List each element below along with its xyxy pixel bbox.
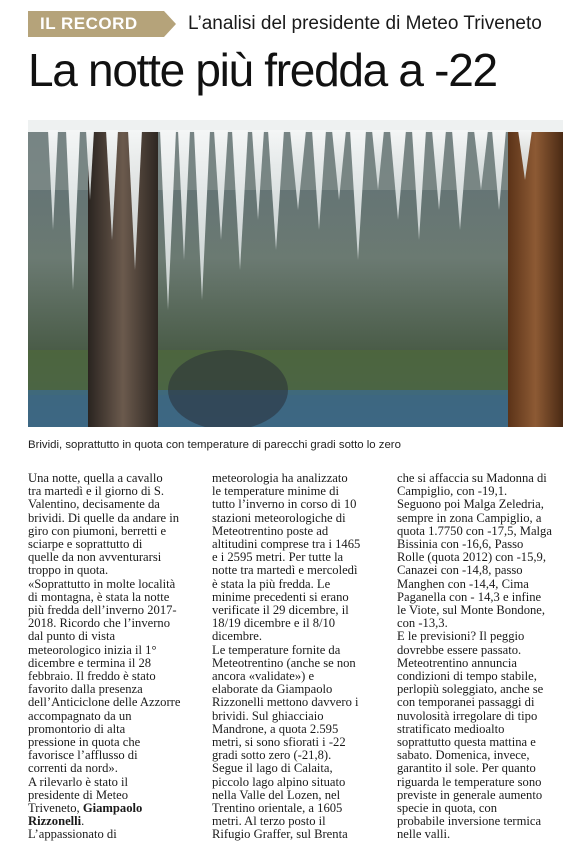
article-column-1: Una notte, quella a cavallo tra martedì e il giorno di S. Valentino, decisamente da brividi. Di quelle da andare in giro con piumoni, berretti e sciarpe e soprattutto di quelle da non avventurarsi troppo in quota. «Soprattutto in molte località di montagna, è stata la notte più fredda dell’inverno 2017- 2018. Ricordo che l’inverno dal punto di vista meteorologico inizia il 1° dicembre e termina il 28 febbraio. Il freddo è stato favorito dalla presenza dell’Anticiclone delle Azzorre accompagnato da un promontorio di alta pressione in quota che favorisce l’afflusso di correnti da nord». A rilevarlo è stato il presidente di Meteo Triveneto, Giampaolo Rizzonelli. L’appassionato di — [28, 471, 181, 842]
kicker: L’analisi del presidente di Meteo Triveneto — [188, 13, 542, 34]
column-2-text: meteorologia ha analizzato le temperature minime di tutto l’inverno in corso di 10 stazioni meteorologiche di Meteotrentino poste ad altitudini comprese tra i 1465 e i 2595 metri. Per tutte la notte tra martedì e mercoledì è stata la più fredda. Le minime precedenti si erano verificate il 29 dicembre, il 18/19 dicembre e il 8/10 dicembre. Le temperature fornite da Meteotrentino (anche se non ancora «validate») e elaborate da Giampaolo Rizzonelli mettono davvero i brividi. Sul ghiacciaio Mandrone, a quota 2.595 metri, si sono sfiorati i -22 gradi sotto zero (-21,8). Segue il lago di Calaita, piccolo lago alpino situato nella Valle del Lozen, nel Trentino orientale, a 1605 metri. Al terzo posto il Rifugio Graffer, sul Brenta — [212, 471, 361, 842]
photo-caption: Brividi, soprattutto in quota con temperature di parecchi gradi sotto lo zero — [28, 439, 401, 451]
section-tag: IL RECORD — [28, 11, 164, 37]
author-last-name: Rizzonelli — [28, 814, 82, 829]
article-photo — [28, 120, 563, 427]
article-column-3 — [397, 472, 567, 842]
column-1-text-end: L’appassionato di — [28, 827, 117, 842]
article-column-2 — [212, 472, 387, 842]
article-header — [28, 8, 568, 36]
icicles-photo-illustration — [28, 120, 563, 427]
author-first-name: Giampaolo — [82, 801, 143, 816]
column-1-text: Una notte, quella a cavallo tra martedì e il giorno di S. Valentino, decisamente da brividi. Di quelle da andare in giro con piumoni, berretti e sciarpe e soprattutto di quelle da non avventurarsi troppo in quota. «Soprattutto in molte località di montagna, è stata la notte più fredda dell’inverno 2017- 2018. Ricordo che l’inverno dal punto di vista meteorologico inizia il 1° dicembre e termina il 28 febbraio. Il freddo è stato favorito dalla presenza dell’Anticiclone delle Azzorre accompagnato da un promontorio di alta pressione in quota che favorisce l’afflusso di correnti da nord». A rilevarlo è stato il presidente di Meteo Triveneto, — [28, 471, 181, 816]
column-3-text: che si affaccia su Madonna di Campiglio, con -19,1. Seguono poi Malga Zeledria, sempre in zona Campiglio, a quota 1.7750 con -17,5, Malga Bissinia con -16,6, Passo Rolle (quota 2012) con -15,9, Canazei con -14,8, passo Manghen con -14,4, Cima Paganella con - 14,3 e infine le Viote, sul Monte Bondone, con -13,3. E le previsioni? Il peggio dovrebbe essere passato. Meteotrentino annuncia condizioni di tempo stabile, perlopiù soleggiato, anche se con temporanei passaggi di nuvolosità irregolare di tipo stratificato medioalto soprattutto questa mattina e sabato. Domenica, invece, garantito il sole. Per quanto riguarda le temperature sono previste in generale aumento specie in quota, con probabile inversione termica nelle valli. — [397, 471, 552, 842]
headline: La notte più fredda a -22 — [28, 44, 497, 96]
